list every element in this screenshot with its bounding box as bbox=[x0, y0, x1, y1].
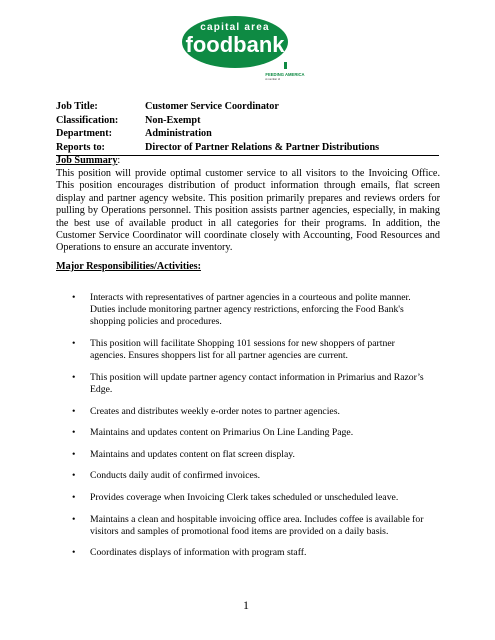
job-summary-heading-text: Job Summary bbox=[56, 155, 118, 166]
list-item-text: This position will facilitate Shopping 101 sessions for new shoppers of partner agencies. Ensures shoppers list for all partner agencies are current. bbox=[90, 338, 395, 362]
list-item-text: Coordinates displays of information with program staff. bbox=[90, 547, 307, 559]
logo-line2: foodbank bbox=[185, 32, 285, 57]
major-responsibilities-heading: Major Responsibilities/Activities: bbox=[56, 261, 201, 272]
list-item-text: Provides coverage when Invoicing Clerk takes scheduled or unscheduled leave. bbox=[90, 491, 399, 503]
list-item bbox=[72, 406, 432, 418]
bullet-icon: • bbox=[72, 427, 76, 439]
job-summary-text: This position will provide optimal customer service to all visitors to the Invoicing Office. This position encourages distribution of product information through emails, flat screen display and partner agency website. This position primarily prepares and reviews orders for pulling by Operations personnel. This position assists partner agencies, especially, in making the best use of available product in all categories for their programs. In addition, the Customer Service Coordinator will coordinate closely with Accounting, Food Resources and Operations to ensure an accurate inventory. bbox=[56, 168, 440, 254]
meta-label: Department: bbox=[56, 128, 113, 140]
meta-value: Customer Service Coordinator bbox=[145, 101, 279, 112]
job-summary-heading bbox=[56, 155, 120, 166]
meta-value: Director of Partner Relations & Partner Distributions bbox=[145, 141, 380, 153]
meta-row-classification bbox=[56, 114, 379, 128]
list-item-text: Maintains and updates content on flat screen display. bbox=[90, 448, 295, 460]
meta-label: Classification: bbox=[56, 114, 119, 126]
bullet-icon: • bbox=[72, 292, 76, 303]
bullet-icon: • bbox=[72, 405, 76, 417]
meta-value: Non-Exempt bbox=[145, 114, 201, 126]
responsibilities-list bbox=[72, 292, 432, 569]
meta-label: Reports to: bbox=[56, 141, 105, 153]
page-number: 1 bbox=[243, 598, 249, 612]
job-meta bbox=[56, 100, 379, 154]
list-item bbox=[72, 492, 432, 504]
list-item bbox=[72, 292, 432, 329]
feeding-america-icon bbox=[284, 62, 287, 69]
feeding-america-text: FEEDING AMERICA bbox=[265, 72, 305, 77]
feeding-america-small: A member of bbox=[265, 78, 280, 81]
list-item bbox=[72, 372, 432, 396]
list-item-text: Conducts daily audit of confirmed invoices. bbox=[90, 470, 261, 482]
meta-row-department bbox=[56, 127, 379, 141]
list-item bbox=[72, 427, 432, 439]
list-item bbox=[72, 338, 432, 362]
bullet-icon: • bbox=[72, 371, 76, 383]
list-item bbox=[72, 514, 432, 538]
bullet-icon: • bbox=[72, 547, 76, 559]
capital-area-foodbank-logo bbox=[180, 8, 310, 84]
meta-row-reports-to bbox=[56, 141, 379, 155]
list-item bbox=[72, 470, 432, 482]
list-item bbox=[72, 449, 432, 461]
list-item-text: Maintains a clean and hospitable invoicing office area. Includes coffee is available for visitors and samples of promotional food items are provided on a daily basis. bbox=[90, 513, 424, 537]
list-item bbox=[72, 547, 432, 559]
meta-label: Job Title: bbox=[56, 101, 98, 112]
meta-value: Administration bbox=[145, 128, 212, 140]
feeding-america-mark bbox=[265, 62, 304, 81]
bullet-icon: • bbox=[72, 470, 76, 482]
logo-line1: capital area bbox=[200, 22, 270, 33]
bullet-icon: • bbox=[72, 513, 76, 525]
list-item-text: Maintains and updates content on Primarius On Line Landing Page. bbox=[90, 427, 354, 439]
meta-row-job-title bbox=[56, 100, 379, 114]
job-summary-colon: : bbox=[117, 155, 121, 166]
bullet-icon: • bbox=[72, 448, 76, 460]
bullet-icon: • bbox=[72, 491, 76, 503]
list-item-text: Creates and distributes weekly e-order notes to partner agencies. bbox=[90, 405, 340, 417]
bullet-icon: • bbox=[72, 338, 76, 349]
list-item-text: This position will update partner agency contact information in Primarius and Razor’s Edge. bbox=[90, 371, 424, 395]
list-item-text: Interacts with representatives of partner agencies in a courteous and polite manner. Duties include monitoring partner agency restrictions, enforcing the Food Bank's shopping policies and procedures. bbox=[90, 292, 411, 328]
